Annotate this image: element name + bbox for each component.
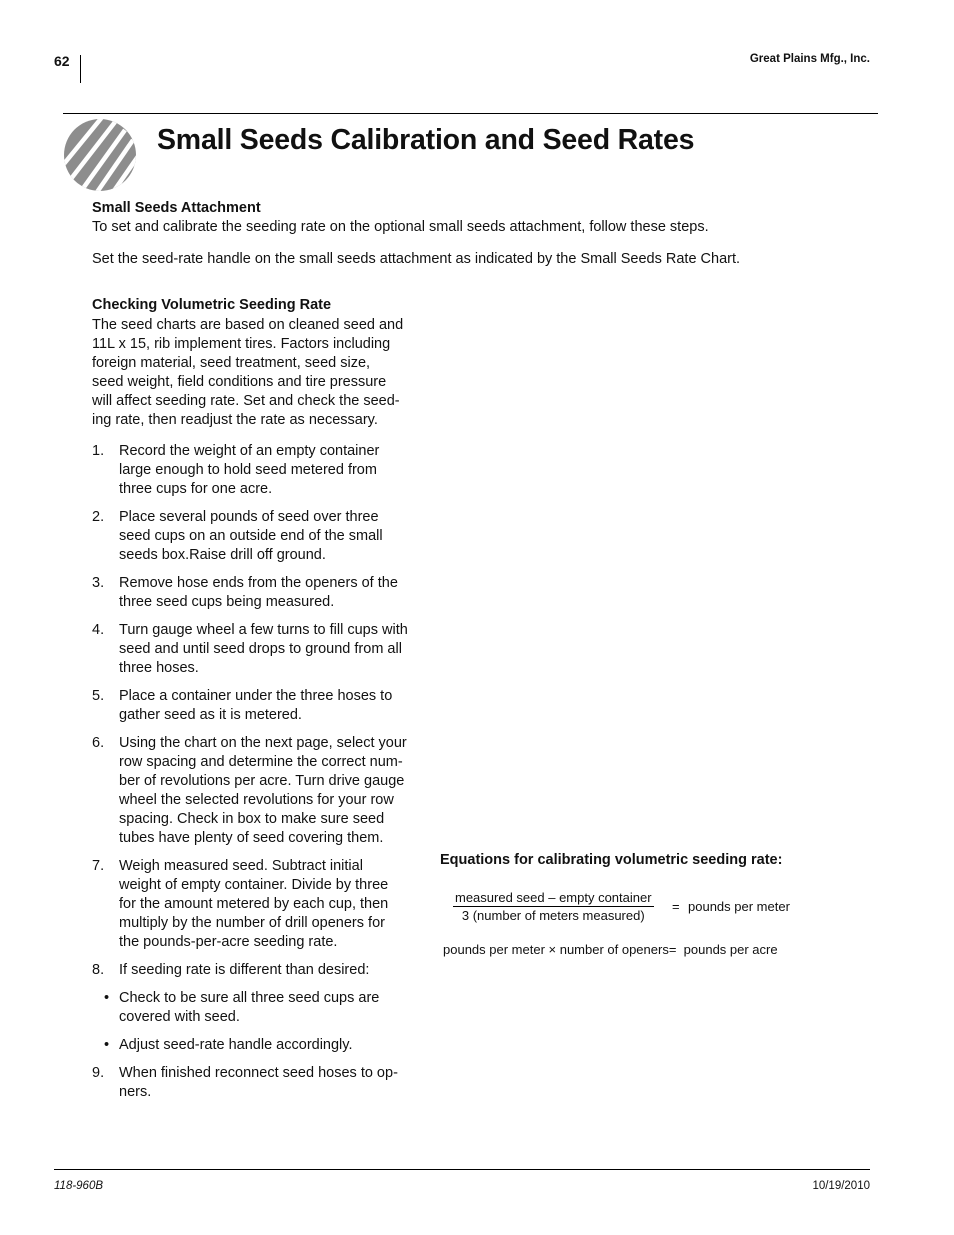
step-number: 8. xyxy=(92,962,105,978)
bullet-item xyxy=(92,989,424,1027)
step-item xyxy=(92,857,424,952)
step-item xyxy=(92,734,424,848)
step-line: seed and until seed drops to ground from all xyxy=(119,641,402,657)
step-item xyxy=(92,1064,424,1102)
step-line: three hoses. xyxy=(119,660,199,676)
page-number: 62 xyxy=(54,53,70,69)
step-line: Weigh measured seed. Subtract initial xyxy=(119,858,363,874)
bullet-mark: • xyxy=(104,990,110,1006)
section-heading-checking: Checking Volumetric Seeding Rate xyxy=(92,297,332,313)
step-item xyxy=(92,574,424,612)
step-number: 4. xyxy=(92,622,105,638)
paragraph-line: foreign material, seed treatment, seed size, xyxy=(92,355,371,371)
bottom-rule xyxy=(54,1169,870,1170)
paragraph-line: The seed charts are based on cleaned seed and xyxy=(92,317,404,333)
step-line: When finished reconnect seed hoses to op- xyxy=(119,1065,398,1081)
step-line: spacing. Check in box to make sure seed xyxy=(119,811,385,827)
equation-equals: = xyxy=(672,899,680,914)
step-line: row spacing and determine the correct num- xyxy=(119,754,403,770)
step-line: three cups for one acre. xyxy=(119,481,273,497)
step-number: 7. xyxy=(92,858,105,874)
top-rule xyxy=(63,113,878,114)
checking-paragraph xyxy=(92,316,422,430)
equation-2: pounds per meter × number of openers= pounds per acre xyxy=(443,942,778,957)
step-line: wheel the selected revolutions for your row xyxy=(119,792,394,808)
step-line: weight of empty container. Divide by three xyxy=(119,877,389,893)
step-number: 9. xyxy=(92,1065,105,1081)
equations-heading: Equations for calibrating volumetric seeding rate: xyxy=(440,852,783,868)
step-line: seeds box.Raise drill off ground. xyxy=(119,547,326,563)
page-title: Small Seeds Calibration and Seed Rates xyxy=(157,124,695,156)
header-divider xyxy=(80,55,81,83)
step-line: gather seed as it is metered. xyxy=(119,707,302,723)
step-line: the pounds-per-acre seeding rate. xyxy=(119,934,338,950)
equation-fraction xyxy=(453,890,654,923)
step-item xyxy=(92,442,424,499)
step-line: Turn gauge wheel a few turns to fill cups with xyxy=(119,622,408,638)
step-line: Place a container under the three hoses to xyxy=(119,688,393,704)
step-number: 1. xyxy=(92,443,105,459)
bullet-line: covered with seed. xyxy=(119,1009,240,1025)
company-name: Great Plains Mfg., Inc. xyxy=(749,53,870,65)
step-item xyxy=(92,687,424,725)
section-heading-attachment: Small Seeds Attachment xyxy=(92,200,261,216)
step-line: Record the weight of an empty container xyxy=(119,443,380,459)
equation-denominator: 3 (number of meters measured) xyxy=(461,908,645,923)
step-item xyxy=(92,961,424,980)
step-line: ber of revolutions per acre. Turn drive gauge xyxy=(119,773,405,789)
step-line: multiply by the number of drill openers for xyxy=(119,915,385,931)
step-line: three seed cups being measured. xyxy=(119,594,335,610)
great-plains-logo-icon xyxy=(63,118,137,192)
paragraph-line: 11L x 15, rib implement tires. Factors including xyxy=(92,336,391,352)
step-line: Place several pounds of seed over three xyxy=(119,509,379,525)
step-line: Using the chart on the next page, select your xyxy=(119,735,407,751)
attachment-paragraph-2: Set the seed-rate handle on the small seeds attachment as indicated by the Small Seeds Rate Chart. xyxy=(92,251,741,267)
step-number: 5. xyxy=(92,688,105,704)
step-line: ners. xyxy=(119,1084,152,1100)
bullet-mark: • xyxy=(104,1037,110,1053)
attachment-paragraph-1: To set and calibrate the seeding rate on the optional small seeds attachment, follow these steps. xyxy=(92,219,709,235)
step-line: large enough to hold seed metered from xyxy=(119,462,377,478)
step-line: seed cups on an outside end of the small xyxy=(119,528,383,544)
step-line: If seeding rate is different than desired: xyxy=(119,962,370,978)
paragraph-line: seed weight, field conditions and tire pressure xyxy=(92,374,387,390)
paragraph-line: will affect seeding rate. Set and check the seed- xyxy=(92,393,400,409)
equation-result: pounds per meter xyxy=(688,899,790,914)
equation-numerator: measured seed – empty container xyxy=(455,890,652,905)
publication-date: 10/19/2010 xyxy=(812,1180,870,1192)
step-line: Remove hose ends from the openers of the xyxy=(119,575,398,591)
step-number: 3. xyxy=(92,575,105,591)
step-item xyxy=(92,621,424,678)
step-number: 6. xyxy=(92,735,105,751)
bullet-item xyxy=(92,1036,424,1055)
step-item xyxy=(92,508,424,565)
step-line: for the amount metered by each cup, then xyxy=(119,896,389,912)
bullet-line: Adjust seed-rate handle accordingly. xyxy=(119,1037,353,1053)
document-number: 118-960B xyxy=(54,1180,104,1192)
paragraph-line: ing rate, then readjust the rate as necessary. xyxy=(92,412,378,428)
step-number: 2. xyxy=(92,509,105,525)
procedure-steps xyxy=(92,442,424,1111)
bullet-line: Check to be sure all three seed cups are xyxy=(119,990,380,1006)
step-line: tubes have plenty of seed covering them. xyxy=(119,830,384,846)
